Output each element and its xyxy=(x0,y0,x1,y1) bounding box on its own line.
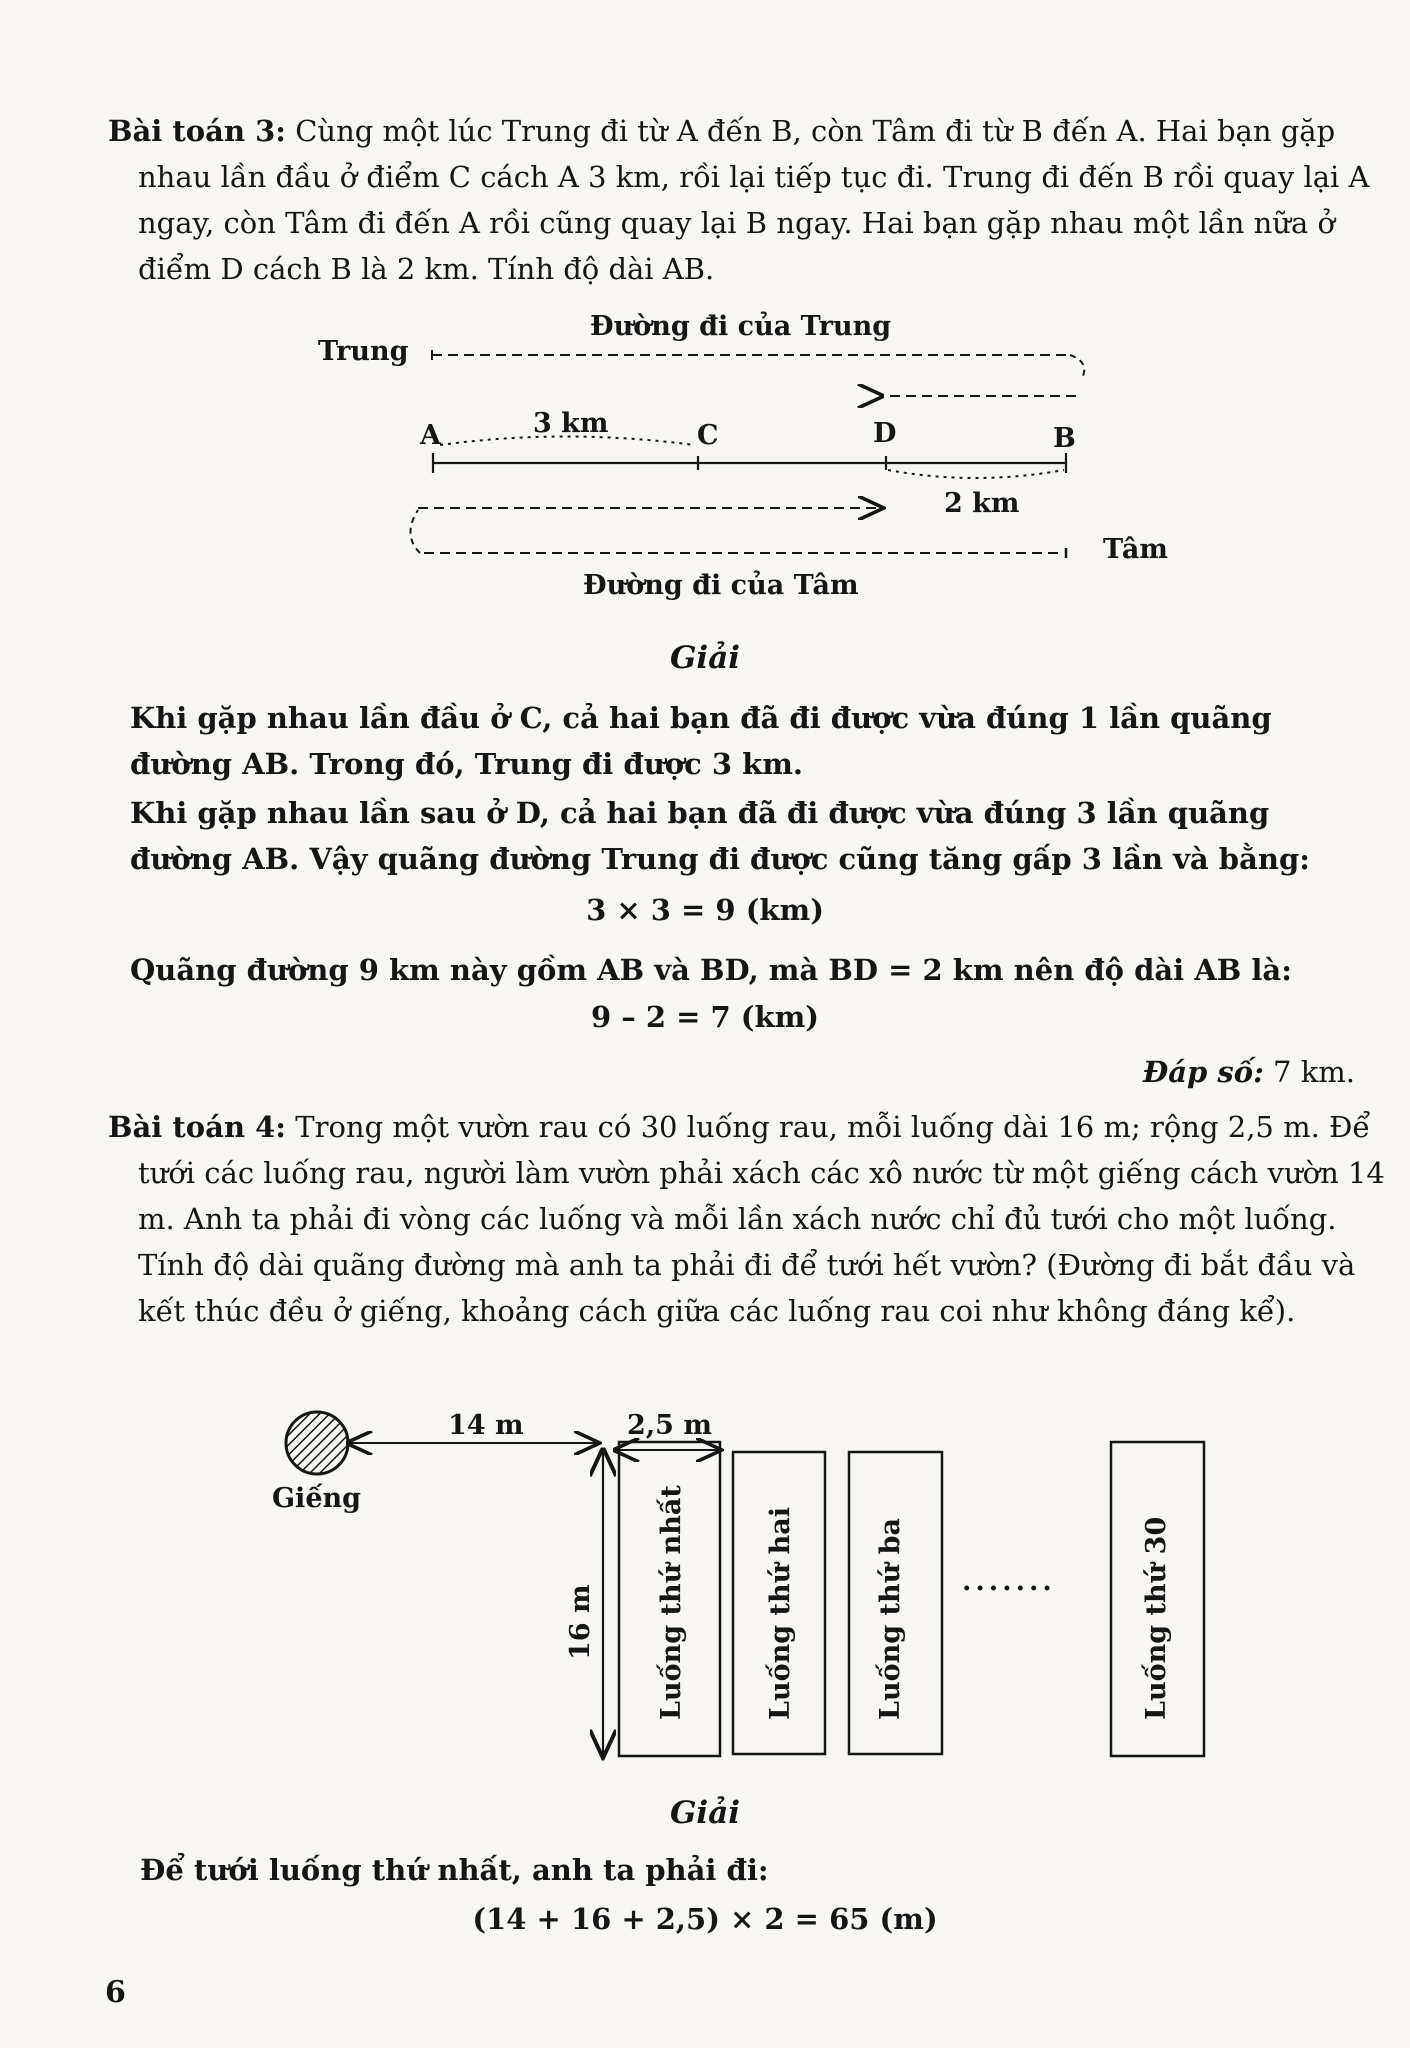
length-label: 16 m xyxy=(565,1584,596,1660)
segment-ab xyxy=(433,437,1066,479)
solution-3-answer xyxy=(1143,1055,1355,1089)
answer-label: Đáp số: xyxy=(1142,1055,1264,1089)
bed-30-label: Luống thứ 30 xyxy=(1141,1516,1172,1720)
problem-3-text: Cùng một lúc Trung đi từ A đến B, còn Tâm đi từ B đến A. Hai bạn gặp nhau lần đầu ở điểm C cách A 3 km, rồi lại tiếp tục đi. Trung đi đến B rồi quay lại A ngay, còn Tâm đi đến A rồi cũng quay lại B ngay. Hai bạn gặp nhau một lần nữa ở điểm D cách B là 2 km. Tính độ dài AB. xyxy=(138,114,1370,286)
solution-3-eq1: 3 × 3 = 9 (km) xyxy=(586,893,824,927)
solution-4-p1: Để tưới luống thứ nhất, anh ta phải đi: xyxy=(140,1853,769,1887)
width-label: 2,5 m xyxy=(627,1410,712,1441)
problem-4 xyxy=(108,1104,1388,1334)
dist-db: 2 km xyxy=(944,488,1020,519)
beds-ellipsis: ....... xyxy=(962,1566,1056,1597)
point-b: B xyxy=(1053,423,1076,454)
solution-4-heading: Giải xyxy=(669,1795,741,1831)
bed-3 xyxy=(849,1452,942,1754)
page-number: 6 xyxy=(105,1975,126,2010)
well-icon xyxy=(286,1412,348,1474)
answer-value: 7 km. xyxy=(1263,1055,1355,1089)
solution-3-p3: Quãng đường 9 km này gồm AB và BD, mà BD = 2 km nên độ dài AB là: xyxy=(130,953,1292,987)
tam-path-label: Đường đi của Tâm xyxy=(583,570,859,601)
trung-label: Trung xyxy=(318,336,409,367)
problem-4-label: Bài toán 4: xyxy=(108,1110,287,1144)
dist-ac: 3 km xyxy=(533,408,609,439)
solution-3-p2: Khi gặp nhau lần sau ở D, cả hai bạn đã đi được vừa đúng 3 lần quãng đường AB. Vậy quãng đường Trung đi được cũng tăng gấp 3 lần và bằng: xyxy=(130,796,1310,876)
solution-3-eq2: 9 – 2 = 7 (km) xyxy=(590,1000,820,1034)
point-a: A xyxy=(420,420,441,451)
bed-1 xyxy=(619,1442,720,1756)
point-d: D xyxy=(873,418,897,449)
bed-30 xyxy=(1111,1442,1204,1756)
trung-path-label: Đường đi của Trung xyxy=(590,311,892,342)
solution-4-eq1: (14 + 16 + 2,5) × 2 = 65 (m) xyxy=(472,1902,938,1936)
dist-14-label: 14 m xyxy=(448,1410,524,1441)
solution-3-heading: Giải xyxy=(669,640,741,676)
well-label: Giếng xyxy=(272,1483,362,1514)
bed-2 xyxy=(733,1452,825,1754)
bed-3-label: Luống thứ ba xyxy=(875,1517,906,1720)
problem-3-label: Bài toán 3: xyxy=(108,114,287,148)
tam-label: Tâm xyxy=(1103,534,1168,565)
bed-1-label: Luống thứ nhất xyxy=(656,1485,687,1720)
bed-2-label: Luống thứ hai xyxy=(765,1506,796,1720)
solution-3-p1: Khi gặp nhau lần đầu ở C, cả hai bạn đã đi được vừa đúng 1 lần quãng đường AB. Trong đó, Trung đi được 3 km. xyxy=(130,701,1272,781)
problem-4-text: Trong một vườn rau có 30 luống rau, mỗi luống dài 16 m; rộng 2,5 m. Để tưới các luống rau, người làm vườn phải xách các xô nước từ một giếng cách vườn 14 m. Anh ta phải đi vòng các luống và mỗi lần xách nước chỉ đủ tưới cho một luống. Tính độ dài quãng đường mà anh ta phải đi để tưới hết vườn? (Đường đi bắt đầu và kết thúc đều ở giếng, khoảng cách giữa các luống rau coi như không đáng kể). xyxy=(138,1110,1385,1328)
trung-path xyxy=(432,350,1084,396)
point-c: C xyxy=(697,420,719,451)
